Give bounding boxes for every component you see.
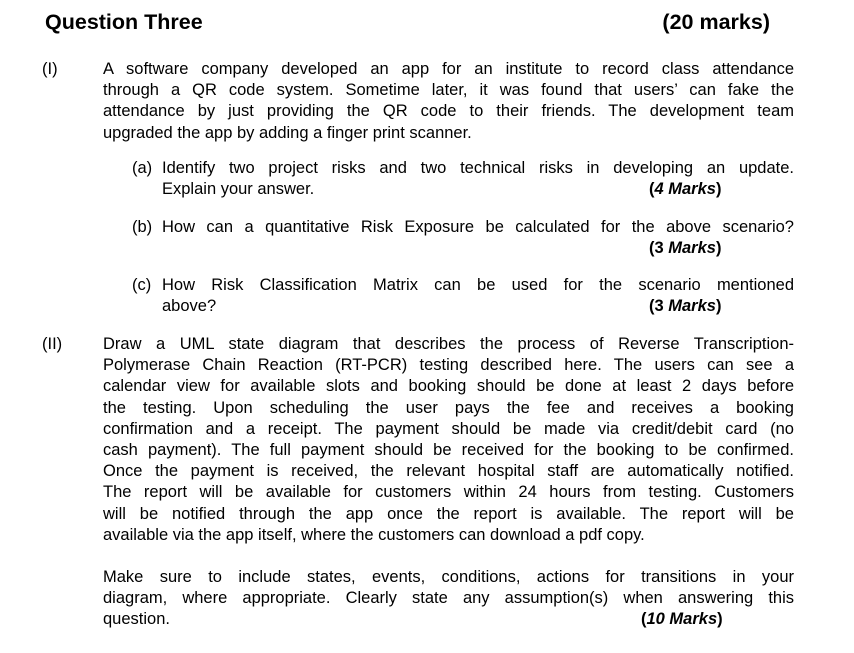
subquestion-text-cont: above?: [162, 297, 217, 315]
part-one-line: through a QR code system. Sometime later, it was found that users’ can fake the: [103, 81, 794, 100]
marks-open: (3: [649, 239, 664, 257]
part-two-line: will be notified through the app once the report is available. The report will be: [103, 504, 794, 523]
part-two-line: Draw a UML state diagram that describes the process of Reverse Transcription-: [103, 335, 794, 353]
subquestion-label: (c): [132, 276, 152, 294]
part-two-line: The report will be available for customers within 24 hours from testing. Customers: [103, 483, 794, 502]
marks-open: (: [641, 610, 647, 628]
subquestion-b: [132, 217, 794, 238]
subquestion-label: (b): [132, 218, 153, 236]
part-two-line: the testing. Upon scheduling the user pays the fee and receives a booking: [103, 398, 794, 417]
marks-value: Marks: [668, 297, 716, 315]
question-total-marks: (20 marks): [662, 10, 770, 34]
question-title: Question Three: [45, 10, 203, 34]
part-one-line: attendance by just providing the QR code to their friends. The development team: [103, 102, 794, 121]
subquestion-c-marks: [649, 296, 721, 317]
marks-close: ): [715, 180, 722, 198]
subquestion-a-marks: [649, 179, 721, 200]
marks-close: ): [715, 297, 722, 315]
part-two-number: (II): [42, 335, 63, 353]
part-one-line: A software company developed an app for an institute to record class attendance: [103, 60, 794, 78]
subquestion-label: (a): [132, 159, 153, 177]
part-two-line: calendar view for available slots and booking should be done at least 2 days before: [103, 377, 794, 396]
subquestion-text: How Risk Classification Matrix can be used for the scenario mentioned: [162, 276, 794, 294]
part-two-marks: [641, 609, 723, 630]
part-two-line: available via the app itself, where the customers can download a pdf copy.: [103, 525, 645, 544]
part-two-text: [103, 334, 794, 546]
marks-value: Marks: [668, 239, 716, 257]
part-two-line: Polymerase Chain Reaction (RT-PCR) testing described here. The users can see a: [103, 356, 794, 375]
subquestion-text: How can a quantitative Risk Exposure be calculated for the above scenario?: [162, 218, 794, 236]
part-two-line: Once the payment is received, the relevant hospital staff are automatically notified.: [103, 462, 794, 481]
part-two-line: cash payment). The full payment should be received for the booking to be confirmed.: [103, 440, 794, 459]
part-one-number: (I): [42, 60, 58, 78]
part-two-line: confirmation and a receipt. The payment should be made via credit/debit card (no: [103, 419, 794, 438]
subquestion-b-marks: [649, 238, 721, 259]
part-one-text: [103, 59, 794, 144]
part-one-line: upgraded the app by adding a finger print scanner.: [103, 123, 472, 142]
subquestion-text-cont: Explain your answer.: [162, 180, 315, 198]
marks-close: ): [715, 239, 722, 257]
marks-open: (: [649, 180, 655, 198]
marks-close: ): [717, 610, 723, 628]
note-line: diagram, where appropriate. Clearly state any assumption(s) when answering this: [103, 589, 794, 608]
marks-value: 10 Marks: [646, 610, 718, 628]
subquestion-text: Identify two project risks and two technical risks in developing an update.: [162, 159, 794, 177]
note-line: question.: [103, 610, 170, 629]
note-line: Make sure to include states, events, conditions, actions for transitions in your: [103, 568, 794, 586]
marks-open: (3: [649, 297, 664, 315]
marks-value: 4 Marks: [654, 180, 716, 198]
